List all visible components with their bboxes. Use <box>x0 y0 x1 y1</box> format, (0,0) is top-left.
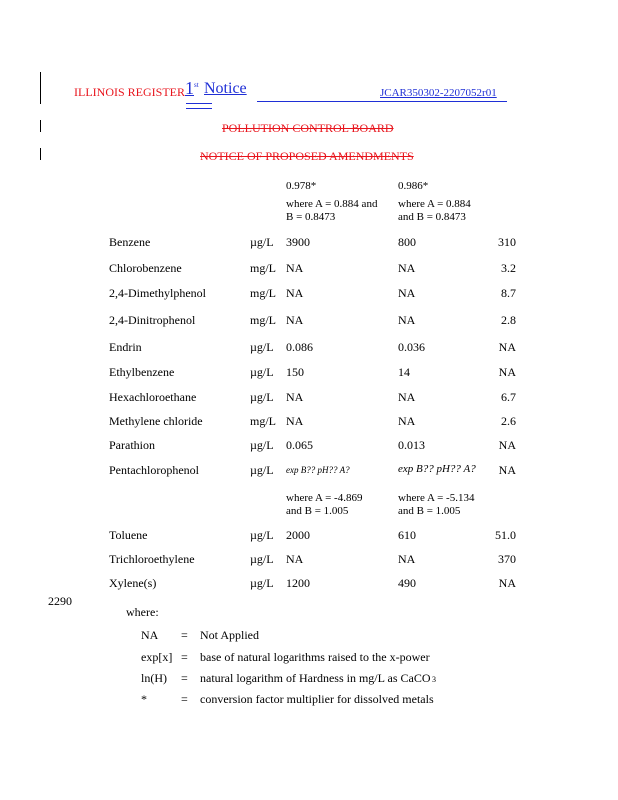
header-double-underline <box>186 103 212 109</box>
row-value-2: NA <box>398 390 416 404</box>
row-value-1: NA <box>286 414 304 428</box>
row-name: Hexachloroethane <box>109 390 197 404</box>
footnote-term: * <box>141 692 147 706</box>
col1-where-line2: B = 0.8473 <box>286 211 336 223</box>
footnote-desc: Not Applied <box>200 628 259 642</box>
notice-title: NOTICE OF PROPOSED AMENDMENTS <box>200 149 414 163</box>
row-value-1: NA <box>286 313 304 327</box>
penta-col1-line2: and B = 1.005 <box>286 505 349 517</box>
row-value-1-formula: exp B?? pH?? A? <box>286 465 350 475</box>
row-value-3: 51.0 <box>495 528 516 542</box>
row-value-2-formula: exp B?? pH?? A? <box>398 463 476 475</box>
row-value-3: NA <box>498 576 516 590</box>
footnote-desc: natural logarithm of Hardness in mg/L as CaCO <box>200 671 431 685</box>
row-value-1: 1200 <box>286 576 310 590</box>
caco-subscript: 3 <box>432 675 436 684</box>
row-value-3: NA <box>498 463 516 477</box>
row-value-1: 0.065 <box>286 438 313 452</box>
row-value-1: NA <box>286 552 304 566</box>
row-unit: µg/L <box>250 438 274 452</box>
row-name: 2,4-Dinitrophenol <box>109 313 196 327</box>
footnote-term: NA <box>141 628 159 642</box>
row-name: Xylene(s) <box>109 576 157 590</box>
row-value-3: 310 <box>498 235 516 249</box>
row-name: Chlorobenzene <box>109 261 182 275</box>
row-value-2: NA <box>398 552 416 566</box>
row-value-3: NA <box>498 365 516 379</box>
row-name: Ethylbenzene <box>109 365 175 379</box>
col2-where-line1: where A = 0.884 <box>398 198 471 210</box>
page-number: 2290 <box>48 594 72 608</box>
footnote-intro: where: <box>126 605 159 619</box>
register-title: ILLINOIS REGISTER <box>74 85 185 99</box>
row-value-3: NA <box>498 438 516 452</box>
col2-where-line2: and B = 0.8473 <box>398 211 466 223</box>
row-value-2: NA <box>398 286 416 300</box>
row-value-2: NA <box>398 414 416 428</box>
row-value-2: 0.036 <box>398 340 425 354</box>
footnote-eq: = <box>181 671 188 685</box>
row-name: Pentachlorophenol <box>109 463 199 477</box>
penta-col2-line1: where A = -5.134 <box>398 492 475 504</box>
footnote-eq: = <box>181 628 188 642</box>
row-value-2: 14 <box>398 365 410 379</box>
row-value-1: 150 <box>286 365 304 379</box>
change-bar <box>40 120 41 132</box>
row-value-3: 2.6 <box>501 414 516 428</box>
issue-number: 1 <box>185 78 194 98</box>
change-bar <box>40 72 41 104</box>
row-name: Toluene <box>109 528 148 542</box>
footnote-term: exp[x] <box>141 650 173 664</box>
footnote-desc: base of natural logarithms raised to the x-power <box>200 650 430 664</box>
row-value-2: 800 <box>398 235 416 249</box>
row-value-3: 6.7 <box>501 390 516 404</box>
row-unit: µg/L <box>250 390 274 404</box>
row-name: Trichloroethylene <box>109 552 195 566</box>
row-value-2: 0.013 <box>398 438 425 452</box>
row-value-1: NA <box>286 261 304 275</box>
change-bar <box>40 148 41 160</box>
row-unit: mg/L <box>250 286 276 300</box>
row-value-1: 0.086 <box>286 340 313 354</box>
row-name: Benzene <box>109 235 151 249</box>
col1-where-line1: where A = 0.884 and <box>286 198 378 210</box>
row-value-3: 8.7 <box>501 286 516 300</box>
row-value-3: 2.8 <box>501 313 516 327</box>
row-name: 2,4-Dimethylphenol <box>109 286 206 300</box>
row-name: Parathion <box>109 438 155 452</box>
footnote-term: ln(H) <box>141 671 167 685</box>
row-unit: µg/L <box>250 576 274 590</box>
penta-col1-line1: where A = -4.869 <box>286 492 363 504</box>
issue-suffix: st <box>194 81 199 89</box>
row-value-3: NA <box>498 340 516 354</box>
row-unit: mg/L <box>250 313 276 327</box>
row-unit: µg/L <box>250 552 274 566</box>
row-unit: µg/L <box>250 365 274 379</box>
row-value-2: 610 <box>398 528 416 542</box>
row-value-3: 370 <box>498 552 516 566</box>
register-code: JCAR350302-2207052r01 <box>380 87 497 99</box>
row-unit: µg/L <box>250 340 274 354</box>
row-value-1: NA <box>286 390 304 404</box>
row-value-1: 2000 <box>286 528 310 542</box>
header-underline <box>257 101 507 102</box>
row-name: Methylene chloride <box>109 414 203 428</box>
row-unit: µg/L <box>250 528 274 542</box>
row-value-1: 3900 <box>286 235 310 249</box>
col1-factor: 0.978* <box>286 180 317 192</box>
row-name: Endrin <box>109 340 142 354</box>
row-value-2: 490 <box>398 576 416 590</box>
row-value-2: NA <box>398 313 416 327</box>
row-unit: µg/L <box>250 235 274 249</box>
row-unit: mg/L <box>250 261 276 275</box>
row-value-3: 3.2 <box>501 261 516 275</box>
notice-label: Notice <box>204 80 247 97</box>
row-value-1: NA <box>286 286 304 300</box>
row-unit: µg/L <box>250 463 274 477</box>
footnote-desc: conversion factor multiplier for dissolved metals <box>200 692 434 706</box>
penta-col2-line2: and B = 1.005 <box>398 505 461 517</box>
col2-factor: 0.986* <box>398 180 429 192</box>
board-title: POLLUTION CONTROL BOARD <box>222 121 394 135</box>
footnote-eq: = <box>181 692 188 706</box>
row-unit: mg/L <box>250 414 276 428</box>
row-value-2: NA <box>398 261 416 275</box>
footnote-eq: = <box>181 650 188 664</box>
